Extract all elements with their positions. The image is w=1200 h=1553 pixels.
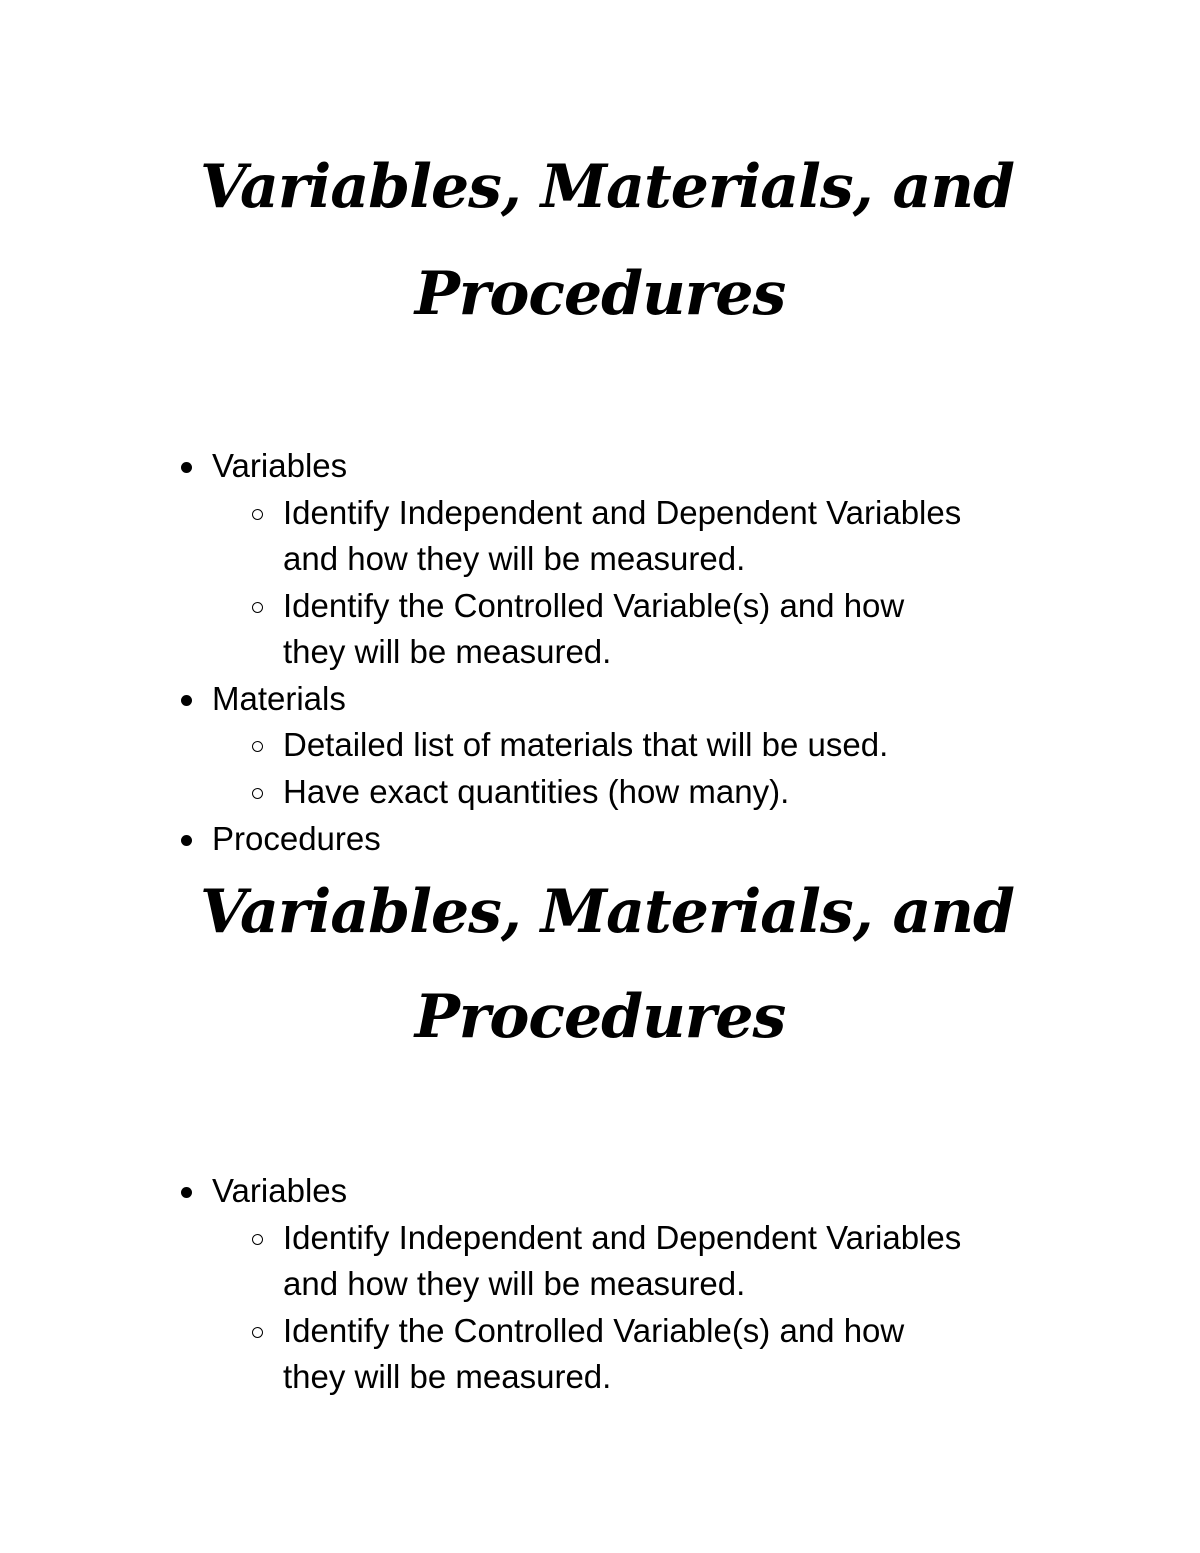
bullet-circle-icon xyxy=(252,788,263,799)
list-item-materials-list: Detailed list of materials that will be used. xyxy=(283,726,889,763)
bullet-circle-icon xyxy=(252,602,263,613)
bullet-circle-icon xyxy=(252,509,263,520)
list-item-variables: Variables xyxy=(212,447,348,484)
bullet-dot-icon xyxy=(181,835,192,846)
list-item-independent-dependent-cont: and how they will be measured. xyxy=(283,540,746,577)
bullet-circle-icon xyxy=(252,1234,263,1245)
list-item-controlled: Identify the Controlled Variable(s) and how xyxy=(283,1312,905,1349)
bullet-dot-icon xyxy=(181,695,192,706)
list-item-independent-dependent: Identify Independent and Dependent Variables xyxy=(283,494,962,531)
list-item-controlled: Identify the Controlled Variable(s) and how xyxy=(283,587,905,624)
list-item-materials: Materials xyxy=(212,680,346,717)
list-item-controlled-cont: they will be measured. xyxy=(283,633,612,670)
bullet-circle-icon xyxy=(252,741,263,752)
list-item-variables: Variables xyxy=(212,1172,348,1209)
page-title: Variables, Materials, and xyxy=(200,152,1014,222)
list-item-procedures: Procedures xyxy=(212,820,381,857)
bullet-dot-icon xyxy=(181,462,192,473)
bullet-circle-icon xyxy=(252,1327,263,1338)
list-item-quantities: Have exact quantities (how many). xyxy=(283,773,790,810)
bullet-dot-icon xyxy=(181,1187,192,1198)
page-title-line-2: Procedures xyxy=(414,259,786,329)
list-item-independent-dependent-cont: and how they will be measured. xyxy=(283,1265,746,1302)
page-title-repeat-line-2: Procedures xyxy=(414,982,786,1052)
list-item-independent-dependent: Identify Independent and Dependent Variables xyxy=(283,1219,962,1256)
list-item-controlled-cont: they will be measured. xyxy=(283,1358,612,1395)
page-title-repeat: Variables, Materials, and xyxy=(200,877,1014,947)
